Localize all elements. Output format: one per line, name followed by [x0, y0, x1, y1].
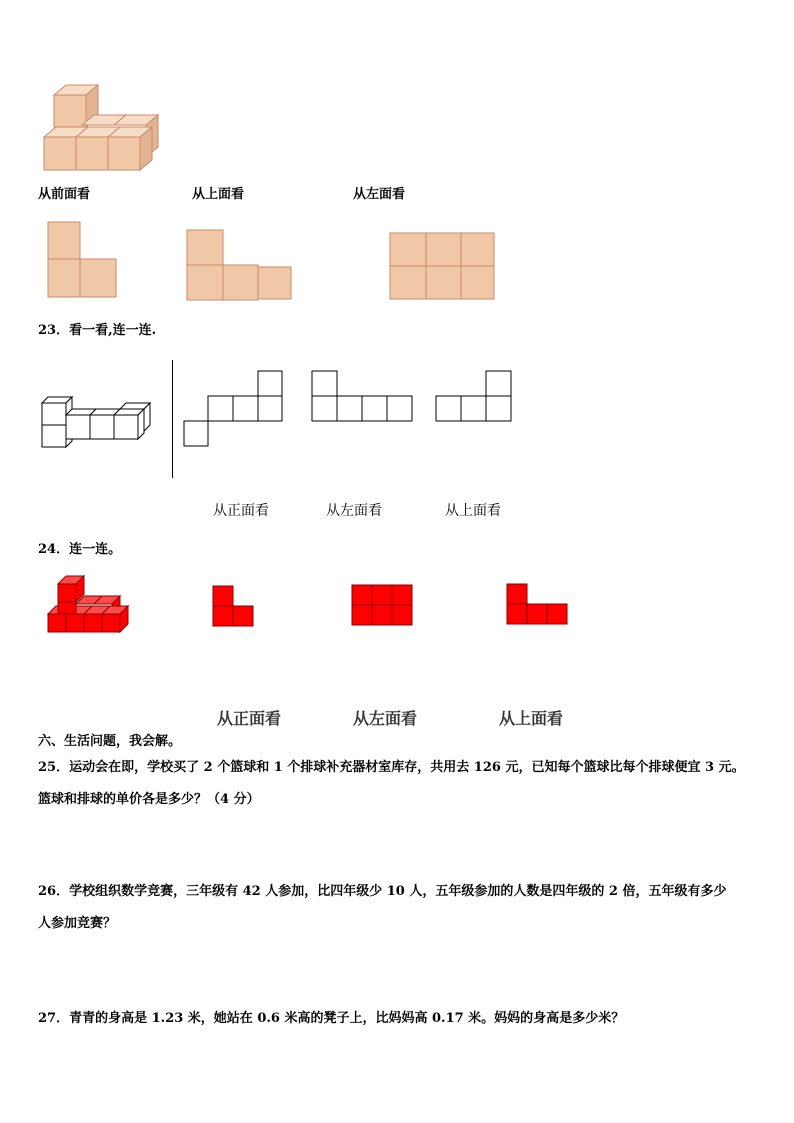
- q23-view-c: [436, 371, 514, 423]
- q25-line-1: 25．运动会在即，学校买了 2 个篮球和 1 个排球补充器材室库存，共用去 126 元，已知每个篮球比每个排球便宜 3 元。: [38, 760, 745, 775]
- q24-view-b: [352, 585, 414, 627]
- q23-label-left: 从左面看: [326, 503, 382, 519]
- q22-label-top: 从上面看: [192, 187, 245, 202]
- q27-line-1: 27．青青的身高是 1.23 米，她站在 0.6 米高的凳子上，比妈妈高 0.17 米。妈妈的身高是多少米？: [38, 1011, 625, 1026]
- q23-view-b: [312, 371, 414, 423]
- q24-3d-red-figure: [44, 574, 129, 636]
- section-6-title: 六、生活问题，我会解。: [38, 734, 182, 749]
- q23-3d-cube-figure: [40, 395, 155, 450]
- q22-label-left: 从左面看: [353, 187, 406, 202]
- q23-view-a: [184, 371, 284, 449]
- q24-view-a: [213, 586, 257, 628]
- q26-line-2: 人参加竞赛？: [38, 916, 117, 931]
- q23-divider-line: [172, 360, 173, 478]
- q22-label-front: 从前面看: [38, 187, 91, 202]
- q22-view-b: [187, 230, 293, 302]
- q23-label-top: 从上面看: [445, 503, 501, 519]
- q24-view-c: [507, 584, 569, 626]
- q24-label-top: 从上面看: [499, 709, 564, 728]
- q23-label-front: 从正面看: [213, 503, 269, 519]
- q24-label-left: 从左面看: [353, 709, 418, 728]
- q23-title: 23．看一看,连一连.: [38, 323, 157, 338]
- q24-title: 24．连一连。: [38, 542, 122, 557]
- q24-label-front: 从正面看: [217, 709, 282, 728]
- q25-line-2: 篮球和排球的单价各是多少？（4 分）: [38, 792, 260, 807]
- q22-view-a: [48, 222, 118, 300]
- q22-view-c: [390, 233, 496, 301]
- q22-3d-cube-figure: [40, 80, 175, 175]
- q26-line-1: 26．学校组织数学竞赛，三年级有 42 人参加，比四年级少 10 人，五年级参加的人数是四年级的 2 倍，五年级有多少: [38, 884, 727, 899]
